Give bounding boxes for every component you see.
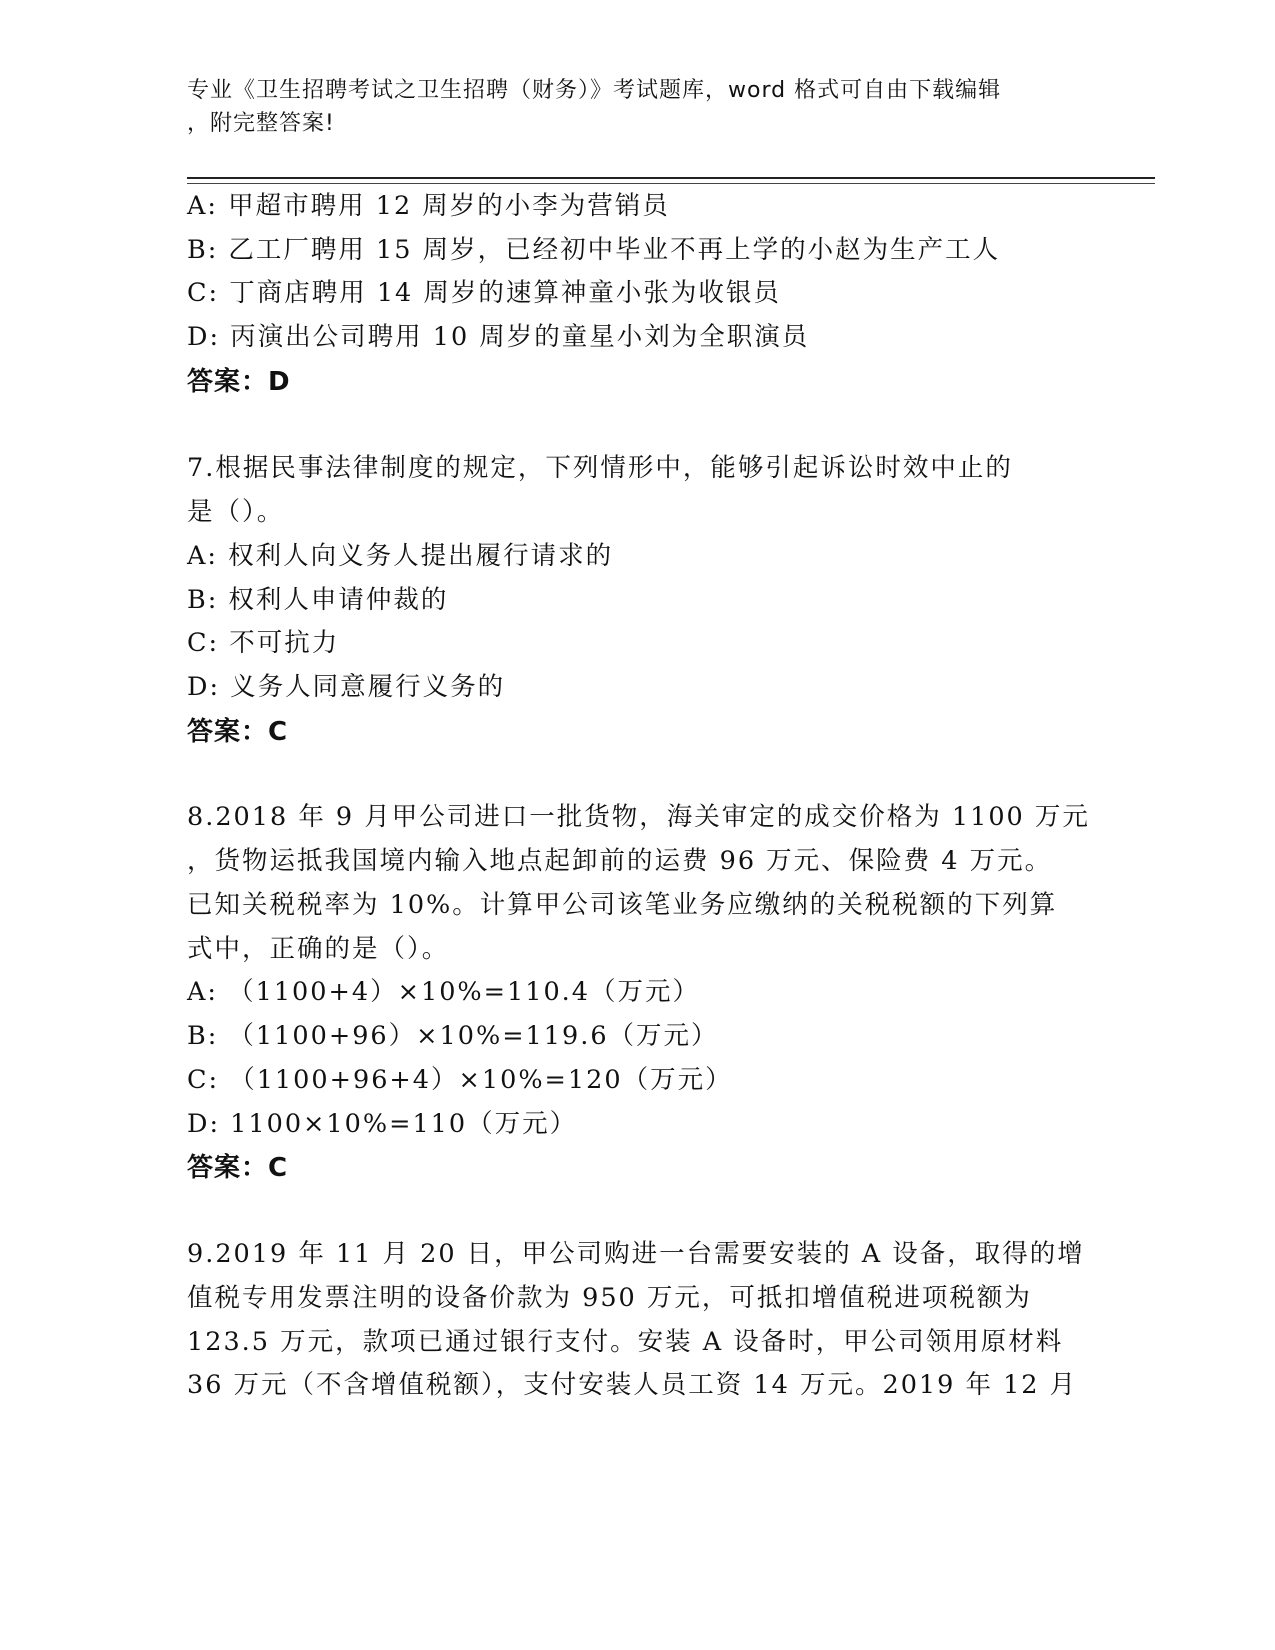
q8-stem-line-2: ，货物运抵我国境内输入地点起卸前的运费 96 万元、保险费 4 万元。 <box>187 846 1053 876</box>
q6-option-b: B: 乙工厂聘用 15 周岁，已经初中毕业不再上学的小赵为生产工人 <box>187 235 1001 265</box>
header-line-2: ，附完整答案! <box>187 111 335 136</box>
q8-stem-line-1: 8.2018 年 9 月甲公司进口一批货物，海关审定的成交价格为 1100 万元 <box>187 802 1090 832</box>
header-divider-thin <box>187 183 1155 184</box>
q6-option-d: D: 丙演出公司聘用 10 周岁的童星小刘为全职演员 <box>187 322 810 352</box>
q7-stem-line-2: 是（）。 <box>187 497 285 527</box>
q9-stem-line-2: 值税专用发票注明的设备价款为 950 万元，可抵扣增值税进项税额为 <box>187 1283 1032 1313</box>
q8-answer: 答案：C <box>187 1153 289 1183</box>
q7-option-b: B: 权利人申请仲裁的 <box>187 585 449 615</box>
q9-stem-line-3: 123.5 万元，款项已通过银行支付。安装 A 设备时，甲公司领用原材料 <box>187 1327 1064 1357</box>
q6-answer: 答案：D <box>187 367 291 397</box>
q9-stem-line-4: 36 万元（不含增值税额），支付安装人员工资 14 万元。2019 年 12 月 <box>187 1370 1078 1400</box>
document-header <box>187 74 1067 140</box>
q8-option-d: D: 1100×10%=110（万元） <box>187 1109 578 1139</box>
header-divider-thick <box>187 177 1155 179</box>
header-line-1: 专业《卫生招聘考试之卫生招聘（财务）》考试题库，word 格式可自由下载编辑 <box>187 78 1002 103</box>
q6-option-a: A: 甲超市聘用 12 周岁的小李为营销员 <box>187 191 670 221</box>
q9-stem-line-1: 9.2019 年 11 月 20 日，甲公司购进一台需要安装的 A 设备，取得的增 <box>187 1239 1085 1269</box>
q8-stem-line-4: 式中，正确的是（）。 <box>187 934 450 964</box>
q8-option-c: C: （1100+96+4）×10%=120（万元） <box>187 1065 733 1095</box>
q6-option-c: C: 丁商店聘用 14 周岁的速算神童小张为收银员 <box>187 278 781 308</box>
q7-option-d: D: 义务人同意履行义务的 <box>187 672 506 702</box>
q8-stem-line-3: 已知关税税率为 10%。计算甲公司该笔业务应缴纳的关税税额的下列算 <box>187 890 1058 920</box>
q8-option-a: A: （1100+4）×10%=110.4（万元） <box>187 977 701 1007</box>
q7-option-c: C: 不可抗力 <box>187 628 340 658</box>
q7-stem-line-1: 7.根据民事法律制度的规定，下列情形中，能够引起诉讼时效中止的 <box>187 453 1013 483</box>
q8-option-b: B: （1100+96）×10%=119.6（万元） <box>187 1021 719 1051</box>
q7-option-a: A: 权利人向义务人提出履行请求的 <box>187 541 614 571</box>
q7-answer: 答案：C <box>187 717 289 747</box>
